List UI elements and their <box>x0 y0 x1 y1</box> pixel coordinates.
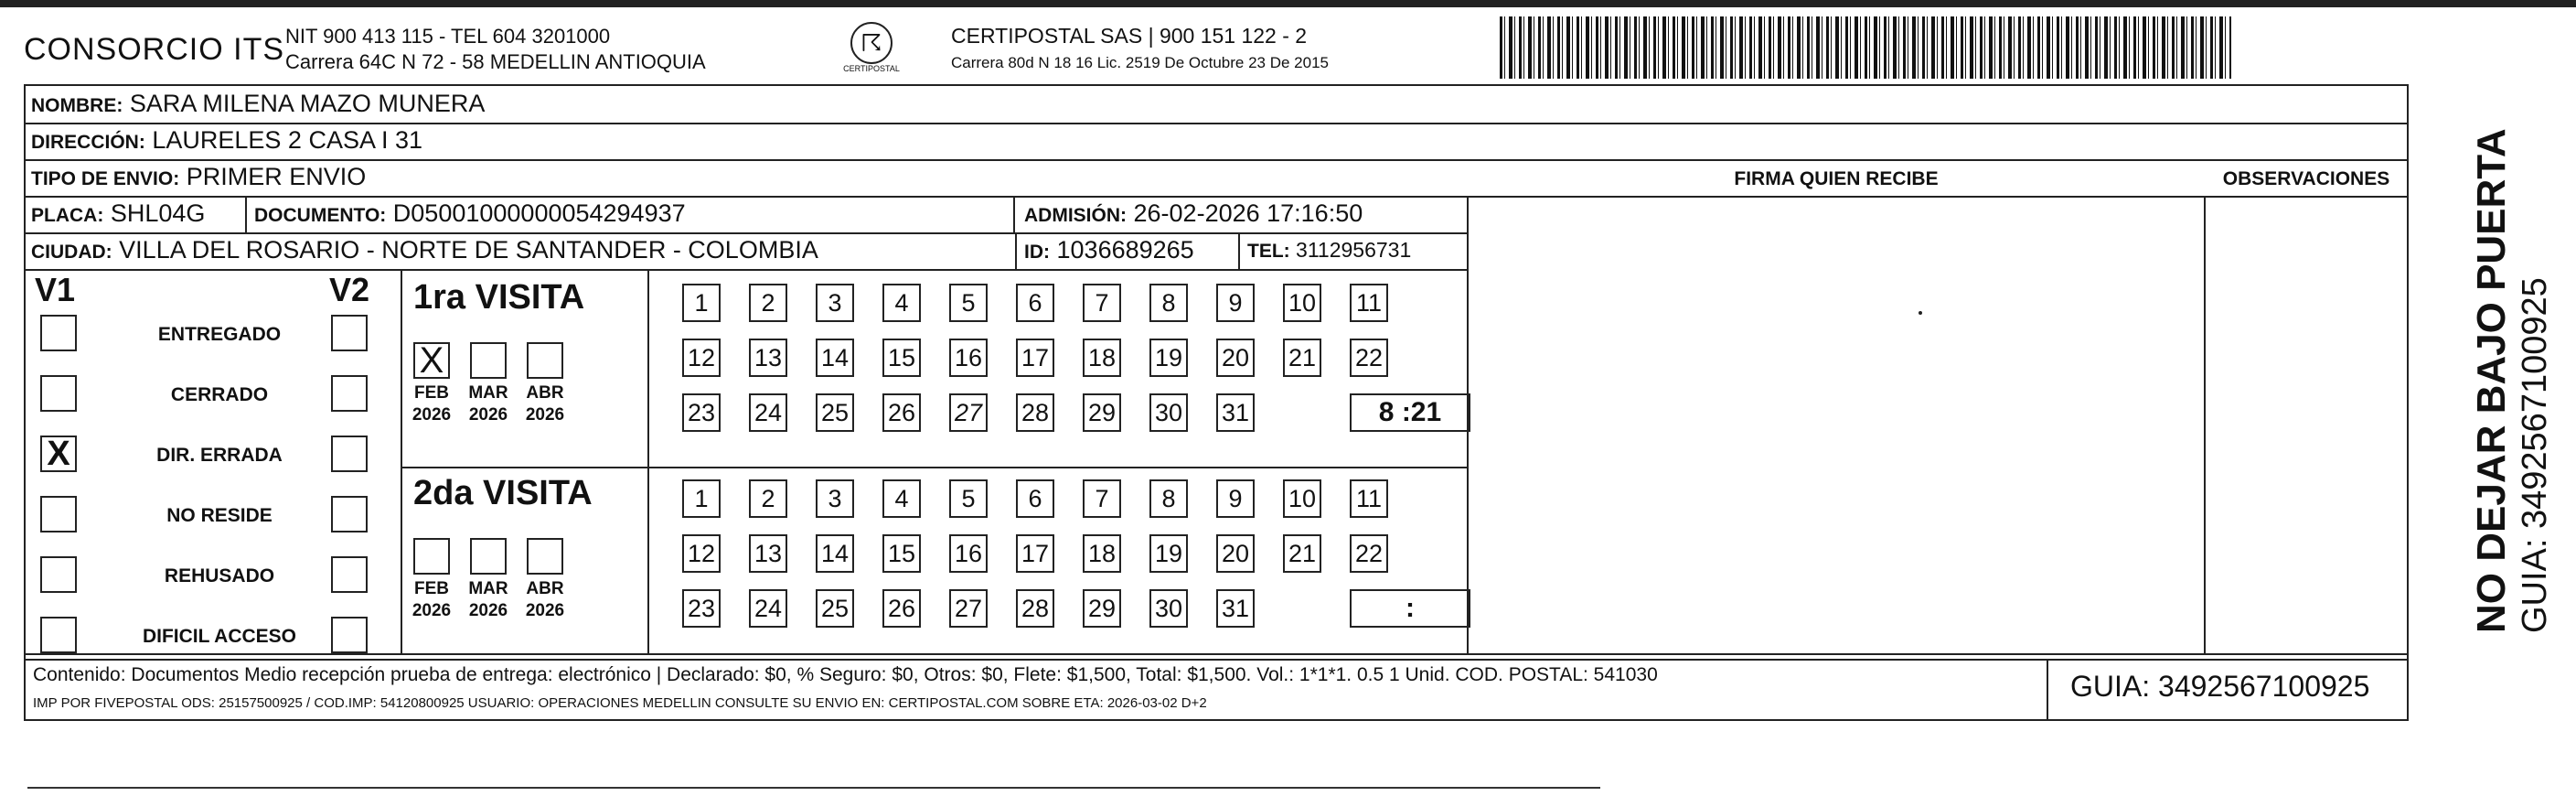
visit1-hour-box[interactable]: 8 :21 <box>1350 393 1470 432</box>
visit1-day-box[interactable]: 28 <box>1016 393 1054 432</box>
visit1-day-box[interactable]: 13 <box>749 339 787 377</box>
visit2-day-box[interactable]: 26 <box>882 589 921 628</box>
v2-checkbox[interactable] <box>331 436 368 472</box>
visit2-day-box[interactable]: 31 <box>1216 589 1255 628</box>
visit2-day-box[interactable]: 5 <box>949 479 988 518</box>
visit1-month-checkbox[interactable] <box>470 342 507 379</box>
visit2-day-box[interactable]: 30 <box>1149 589 1188 628</box>
visit2-day-box[interactable]: 19 <box>1149 534 1188 573</box>
tel-label: TEL: <box>1247 241 1290 262</box>
status-label: DIR. ERRADA <box>156 445 283 466</box>
sender-info <box>285 24 706 75</box>
divider <box>401 467 1467 468</box>
visit1-month-year: 2026 <box>525 405 565 425</box>
visit1-day-box[interactable]: 25 <box>816 393 854 432</box>
visit2-day-box[interactable]: 6 <box>1016 479 1054 518</box>
documento-row <box>254 199 686 228</box>
visit2-day-box[interactable]: 14 <box>816 534 854 573</box>
divider <box>26 159 2407 161</box>
visit2-day-box[interactable]: 24 <box>749 589 787 628</box>
status-label: ENTREGADO <box>157 324 282 345</box>
admision-value: 26-02-2026 17:16:50 <box>1133 199 1363 227</box>
admision-label: ADMISIÓN: <box>1024 205 1127 226</box>
visit1-month-year: 2026 <box>412 405 452 425</box>
visit1-day-box[interactable]: 12 <box>682 339 721 377</box>
visit1-day-box[interactable]: 2 <box>749 284 787 322</box>
tipo-row <box>31 163 366 191</box>
divider <box>1015 232 1017 269</box>
visit1-day-box[interactable]: 30 <box>1149 393 1188 432</box>
visit2-day-box[interactable]: 27 <box>949 589 988 628</box>
ciudad-value: VILLA DEL ROSARIO - NORTE DE SANTANDER - COLOMBIA <box>119 236 818 264</box>
status-label: NO RESIDE <box>166 505 273 526</box>
divider <box>26 653 2407 655</box>
visit1-day-box[interactable]: 4 <box>882 284 921 322</box>
visit2-month-year: 2026 <box>468 601 508 620</box>
visit1-day-box[interactable]: 6 <box>1016 284 1054 322</box>
stray-mark <box>1919 311 1922 315</box>
visit1-day-box[interactable]: 16 <box>949 339 988 377</box>
visit2-title: 2da VISITA <box>413 474 593 512</box>
side-text <box>2469 128 2555 633</box>
v2-checkbox[interactable] <box>331 617 368 653</box>
visit1-day-box[interactable]: 7 <box>1083 284 1121 322</box>
firma-header: FIRMA QUIEN RECIBE <box>1734 168 1939 189</box>
certipostal-logo-icon: ☈ <box>850 22 893 64</box>
visit2-day-box[interactable]: 29 <box>1083 589 1121 628</box>
placa-value: SHL04G <box>110 199 206 227</box>
visit1-title: 1ra VISITA <box>413 278 585 317</box>
documento-label: DOCUMENTO: <box>254 205 387 226</box>
visit2-month-year: 2026 <box>412 601 452 620</box>
visit2-day-box[interactable]: 21 <box>1283 534 1321 573</box>
visit2-day-box[interactable]: 13 <box>749 534 787 573</box>
visit2-month-year: 2026 <box>525 601 565 620</box>
ciudad-label: CIUDAD: <box>31 242 112 263</box>
divider <box>2047 659 2048 719</box>
visit2-month-name: MAR <box>468 579 508 598</box>
visit2-day-box[interactable]: 16 <box>949 534 988 573</box>
sender-brand: CONSORCIO ITS <box>24 32 285 67</box>
visit1-day-box[interactable]: 20 <box>1216 339 1255 377</box>
v1-checkbox[interactable] <box>40 496 77 532</box>
v2-checkbox[interactable] <box>331 556 368 593</box>
visit1-day-box[interactable]: 29 <box>1083 393 1121 432</box>
status-label: REHUSADO <box>164 565 275 586</box>
visit1-day-box[interactable]: 18 <box>1083 339 1121 377</box>
visit2-day-box[interactable]: 8 <box>1149 479 1188 518</box>
v2-checkbox[interactable] <box>331 315 368 351</box>
visit2-day-box[interactable]: 18 <box>1083 534 1121 573</box>
sender-nit: NIT 900 413 115 - TEL 604 3201000 <box>285 25 611 48</box>
visit2-day-box[interactable]: 1 <box>682 479 721 518</box>
direccion-label: DIRECCIÓN: <box>31 132 145 153</box>
visit2-hour-box[interactable]: : <box>1350 589 1470 628</box>
v2-checkbox[interactable] <box>331 375 368 412</box>
tel-row <box>1247 238 1411 263</box>
divider <box>1013 196 1015 232</box>
v2-header: V2 <box>329 271 370 308</box>
visit1-day-box[interactable]: 17 <box>1016 339 1054 377</box>
divider <box>26 269 1467 271</box>
divider <box>26 232 1467 234</box>
visit2-day-box[interactable]: 28 <box>1016 589 1054 628</box>
visit1-day-box[interactable]: 19 <box>1149 339 1188 377</box>
divider <box>26 196 2407 198</box>
visit2-month-checkbox[interactable] <box>413 538 450 575</box>
direccion-value: LAURELES 2 CASA I 31 <box>152 126 423 154</box>
visit1-day-box[interactable]: 21 <box>1283 339 1321 377</box>
delivery-form <box>24 84 2409 661</box>
id-label: ID: <box>1024 242 1050 263</box>
visit1-day-box[interactable]: 22 <box>1350 339 1388 377</box>
visit1-day-box[interactable]: 26 <box>882 393 921 432</box>
divider <box>26 123 2407 124</box>
footer-box <box>24 659 2409 721</box>
placa-label: PLACA: <box>31 205 104 226</box>
v1-checkbox[interactable] <box>40 375 77 412</box>
divider <box>647 269 649 653</box>
visit2-day-box[interactable]: 15 <box>882 534 921 573</box>
v1-checkbox[interactable]: X <box>40 436 77 472</box>
barcode <box>1500 16 2231 79</box>
visit1-month-checkbox[interactable]: X <box>413 342 450 379</box>
visit2-day-box[interactable]: 10 <box>1283 479 1321 518</box>
v1-checkbox[interactable] <box>40 315 77 351</box>
visit2-day-box[interactable]: 25 <box>816 589 854 628</box>
visit2-day-box[interactable]: 4 <box>882 479 921 518</box>
direccion-row <box>31 126 422 155</box>
tel-value: 3112956731 <box>1296 238 1412 262</box>
placa-row <box>31 199 205 228</box>
status-label: CERRADO <box>170 384 269 405</box>
visit1-day-box[interactable]: 5 <box>949 284 988 322</box>
visit2-month-checkbox[interactable] <box>470 538 507 575</box>
visit1-month-name: MAR <box>468 383 508 403</box>
v1-header: V1 <box>35 271 76 308</box>
visit1-month-name: FEB <box>414 383 449 403</box>
sender-address: Carrera 64C N 72 - 58 MEDELLIN ANTIOQUIA <box>285 50 706 73</box>
visit1-day-box[interactable]: 3 <box>816 284 854 322</box>
v2-checkbox[interactable] <box>331 496 368 532</box>
top-border <box>0 0 2576 7</box>
visit2-day-box[interactable]: 2 <box>749 479 787 518</box>
visit1-day-box[interactable]: 10 <box>1283 284 1321 322</box>
carrier-name: CERTIPOSTAL SAS | 900 151 122 - 2 <box>951 24 1308 48</box>
id-row <box>1024 236 1194 264</box>
visit2-day-box[interactable]: 11 <box>1350 479 1388 518</box>
observaciones-header: OBSERVACIONES <box>2222 168 2390 189</box>
bottom-line <box>27 787 1600 789</box>
visit1-day-box[interactable]: 14 <box>816 339 854 377</box>
id-value: 1036689265 <box>1056 236 1194 264</box>
tipo-value: PRIMER ENVIO <box>186 163 367 190</box>
visit1-day-box[interactable]: 11 <box>1350 284 1388 322</box>
visit2-day-box[interactable]: 17 <box>1016 534 1054 573</box>
visit2-month-checkbox[interactable] <box>527 538 563 575</box>
divider <box>2204 196 2206 653</box>
visit1-day-box[interactable]: 24 <box>749 393 787 432</box>
v1-checkbox[interactable] <box>40 556 77 593</box>
visit2-month-name: ABR <box>526 579 564 598</box>
contenido-text: Contenido: Documentos Medio recepción prueba de entrega: electrónico | Declarado: $0, % Seguro: $0, Otros: $0, Flete: $1,500, Total: $1,500. Vol.: 1*1*1. 0.5 1 Unid. COD. POSTAL: 541030 <box>33 664 1658 685</box>
nombre-label: NOMBRE: <box>31 95 123 116</box>
logo-caption: CERTIPOSTAL <box>843 64 900 73</box>
visit1-day-box[interactable]: 15 <box>882 339 921 377</box>
nombre-row <box>31 90 485 118</box>
divider <box>245 196 247 232</box>
visit1-day-box[interactable]: 27 <box>949 393 988 432</box>
tipo-label: TIPO DE ENVIO: <box>31 168 180 189</box>
visit2-day-box[interactable]: 23 <box>682 589 721 628</box>
visit1-month-name: ABR <box>526 383 564 403</box>
nombre-value: SARA MILENA MAZO MUNERA <box>129 90 486 117</box>
visit1-day-box[interactable]: 23 <box>682 393 721 432</box>
admision-row <box>1024 199 1363 228</box>
visit2-day-box[interactable]: 7 <box>1083 479 1121 518</box>
visit2-day-box[interactable]: 12 <box>682 534 721 573</box>
visit2-day-box[interactable]: 9 <box>1216 479 1255 518</box>
documento-value: D05001000000054294937 <box>392 199 686 227</box>
visit2-month-name: FEB <box>414 579 449 598</box>
side-guia: GUIA: 3492567100925 <box>2516 277 2554 633</box>
visit1-day-box[interactable]: 8 <box>1149 284 1188 322</box>
status-label: DIFICIL ACCESO <box>142 626 296 647</box>
ciudad-row <box>31 236 818 264</box>
visit1-month-checkbox[interactable] <box>527 342 563 379</box>
visit2-day-box[interactable]: 22 <box>1350 534 1388 573</box>
side-warning: NO DEJAR BAJO PUERTA <box>2469 128 2514 633</box>
visit1-day-box[interactable]: 31 <box>1216 393 1255 432</box>
visit1-month-year: 2026 <box>468 405 508 425</box>
guia-footer: GUIA: 3492567100925 <box>2070 670 2370 703</box>
v1-checkbox[interactable] <box>40 617 77 653</box>
divider <box>1238 232 1240 269</box>
imp-text: IMP POR FIVEPOSTAL ODS: 25157500925 / COD.IMP: 54120800925 USUARIO: OPERACIONES MEDELLIN CONSULTE SU ENVIO EN: CERTIPOSTAL.COM SOBRE ETA: 2026-03-02 D+2 <box>33 695 1207 711</box>
carrier-info <box>951 22 1329 77</box>
visit1-day-box[interactable]: 1 <box>682 284 721 322</box>
visit1-day-box[interactable]: 9 <box>1216 284 1255 322</box>
visit2-day-box[interactable]: 20 <box>1216 534 1255 573</box>
visit2-day-box[interactable]: 3 <box>816 479 854 518</box>
carrier-license: Carrera 80d N 18 16 Lic. 2519 De Octubre 23 De 2015 <box>951 54 1329 71</box>
